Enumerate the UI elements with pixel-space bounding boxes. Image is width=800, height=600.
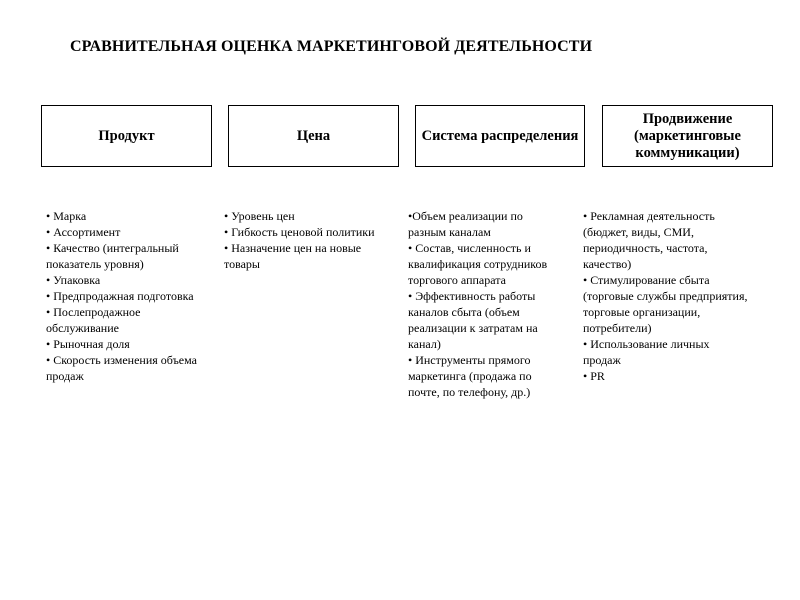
list-item: •Объем реализации по разным каналам — [408, 209, 523, 239]
list-item: • Упаковка — [46, 273, 101, 287]
price-criteria-list — [224, 208, 389, 272]
list-item: • Рекламная деятельность (бюджет, виды, СМИ, периодичность, частота, качество) — [583, 209, 715, 271]
list-item: • Инструменты прямого маркетинга (продажа по почте, по телефону, др.) — [408, 353, 532, 399]
distribution-criteria-list — [408, 208, 558, 400]
list-item: • Состав, численность и квалификация сотрудников торгового аппарата — [408, 241, 548, 287]
list-item: • Стимулирование сбыта (торговые службы предприятия, торговые организации, потребители) — [583, 273, 748, 335]
category-box-promotion: Продвижение (маркетинговые коммуникации) — [602, 105, 773, 167]
list-item: • Использование личных продаж — [583, 337, 710, 367]
product-criteria-list — [46, 208, 206, 384]
category-box-distribution: Система распределения — [415, 105, 585, 167]
list-item: • Предпродажная подготовка — [46, 289, 194, 303]
promotion-criteria-list — [583, 208, 748, 384]
list-item: • PR — [583, 369, 605, 383]
list-item: • Послепродажное обслуживание — [46, 305, 141, 335]
list-item: • Гибкость ценовой политики — [224, 225, 375, 239]
page-title: СРАВНИТЕЛЬНАЯ ОЦЕНКА МАРКЕТИНГОВОЙ ДЕЯТЕЛЬНОСТИ — [70, 38, 593, 55]
list-item: • Назначение цен на новые товары — [224, 241, 362, 271]
list-item: • Уровень цен — [224, 209, 295, 223]
category-box-price: Цена — [228, 105, 399, 167]
list-item: • Качество (интегральный показатель уровня) — [46, 241, 179, 271]
list-item: • Ассортимент — [46, 225, 121, 239]
list-item: • Скорость изменения объема продаж — [46, 353, 197, 383]
category-box-product: Продукт — [41, 105, 212, 167]
list-item: • Рыночная доля — [46, 337, 130, 351]
list-item: • Марка — [46, 209, 87, 223]
list-item: • Эффективность работы каналов сбыта (объем реализации к затратам на канал) — [408, 289, 538, 351]
